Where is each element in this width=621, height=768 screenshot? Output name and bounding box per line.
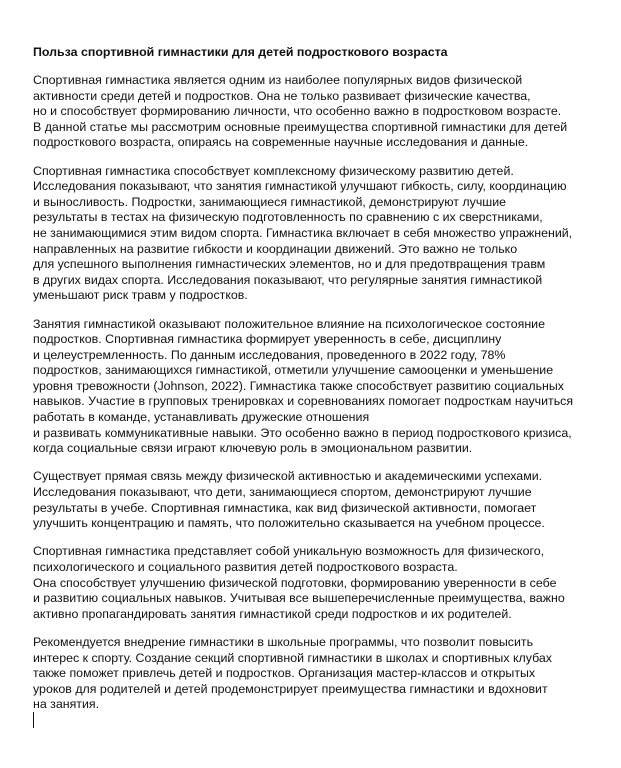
text-line: улучшить концентрацию и память, что положительно сказывается на учебном процессе. <box>33 516 545 531</box>
text-line: для успешного выполнения гимнастических элементов, но и для предотвращения травм <box>33 257 546 272</box>
text-line: на занятия. <box>33 697 100 712</box>
text-line: Рекомендуется внедрение гимнастики в школьные программы, что позволит повысить <box>33 634 534 649</box>
text-line: но и способствует формированию личности, что особенно важно в подростковом возрасте. <box>33 104 562 119</box>
text-line: и выносливость. Подростки, занимающиеся гимнастикой, демонстрируют лучшие <box>33 194 507 209</box>
text-line: также поможет привлечь детей и подростков. Организация мастер-классов и открытых <box>33 666 536 681</box>
paragraph-intro <box>33 73 593 151</box>
paragraph-psychological <box>33 317 593 457</box>
paragraph-physical-development <box>33 164 593 304</box>
text-line: подросткового возраста, опираясь на современные научные исследования и данные. <box>33 135 529 150</box>
text-line: психологического и социального развития детей подросткового возраста. <box>33 560 458 574</box>
text-line: интерес к спорту. Создание секций спортивной гимнастики в школах и спортивных клубах <box>33 650 552 665</box>
text-line: Спортивная гимнастика способствует комплексному физическому развитию детей. <box>33 163 514 178</box>
text-line: когда социальные связи играют ключевую роль в эмоциональном развитии. <box>33 441 473 456</box>
text-line: уменьшают риск травм у подростков. <box>33 288 248 303</box>
text-line: Она способствует улучшению физической подготовки, формированию уверенности в себе <box>33 575 557 590</box>
text-line: результаты в учебе. Спортивная гимнастика, как вид физической активности, помогает <box>33 500 537 515</box>
text-line: и развитию социальных навыков. Учитывая все вышеперечисленные преимущества, важно <box>33 591 565 606</box>
paragraph-academic <box>33 469 593 531</box>
text-line: и развивать коммуникативные навыки. Это особенно важно в период подросткового кризиса, <box>33 425 572 440</box>
text-line: Спортивная гимнастика является одним из наиболее популярных видов физической <box>33 73 523 87</box>
text-line: навыков. Участие в групповых тренировках и соревнованиях помогает подросткам научиться <box>33 394 574 409</box>
text-line: активно пропагандировать занятия гимнастикой среди подростков и их родителей. <box>33 606 512 621</box>
paragraph-conclusion <box>33 544 593 622</box>
text-line: результаты в тестах на физическую подготовленность по сравнению с их сверстниками, <box>33 210 543 225</box>
text-line: уровня тревожности (Johnson, 2022). Гимнастика также способствует развитию социальных <box>33 378 564 393</box>
text-cursor <box>33 712 34 728</box>
text-line: подростков. Спортивная гимнастика формирует уверенность в себе, дисциплину <box>33 332 502 347</box>
text-line: и целеустремленность. По данным исследования, проведенного в 2022 году, 78% <box>33 347 506 362</box>
text-line: активности среди детей и подростков. Она не только развивает физические качества, <box>33 88 531 103</box>
text-line: Спортивная гимнастика представляет собой уникальную возможность для физического, <box>33 544 545 559</box>
text-line: Занятия гимнастикой оказывают положительное влияние на психологическое состояние <box>33 316 545 331</box>
document-body[interactable] <box>33 45 593 726</box>
text-line: работать в команде, устанавливать дружеские отношения <box>33 410 370 425</box>
text-line: Исследования показывают, что занятия гимнастикой улучшают гибкость, силу, координацию <box>33 179 567 194</box>
text-line: уроков для родителей и детей продемонстрирует преимущества гимнастики и вдохновит <box>33 681 548 696</box>
document-title: Польза спортивной гимнастики для детей подросткового возраста <box>33 45 448 59</box>
text-line: направленных на развитие гибкости и координации движений. Это важно не только <box>33 241 518 256</box>
paragraph-recommendations <box>33 635 593 713</box>
text-line: В данной статье мы рассмотрим основные преимущества спортивной гимнастики для детей <box>33 119 568 134</box>
text-line: не занимающимися этим видом спорта. Гимнастика включает в себя множество упражнений, <box>33 225 573 240</box>
text-line: подростков, занимающихся гимнастикой, отметили улучшение самооценки и уменьшение <box>33 363 554 378</box>
text-line: в других видах спорта. Исследования показывают, что регулярные занятия гимнастикой <box>33 272 543 287</box>
text-line: Исследования показывают, что дети, занимающиеся спортом, демонстрируют лучшие <box>33 485 532 500</box>
text-line: Существует прямая связь между физической активностью и академическими успехами. <box>33 469 543 484</box>
